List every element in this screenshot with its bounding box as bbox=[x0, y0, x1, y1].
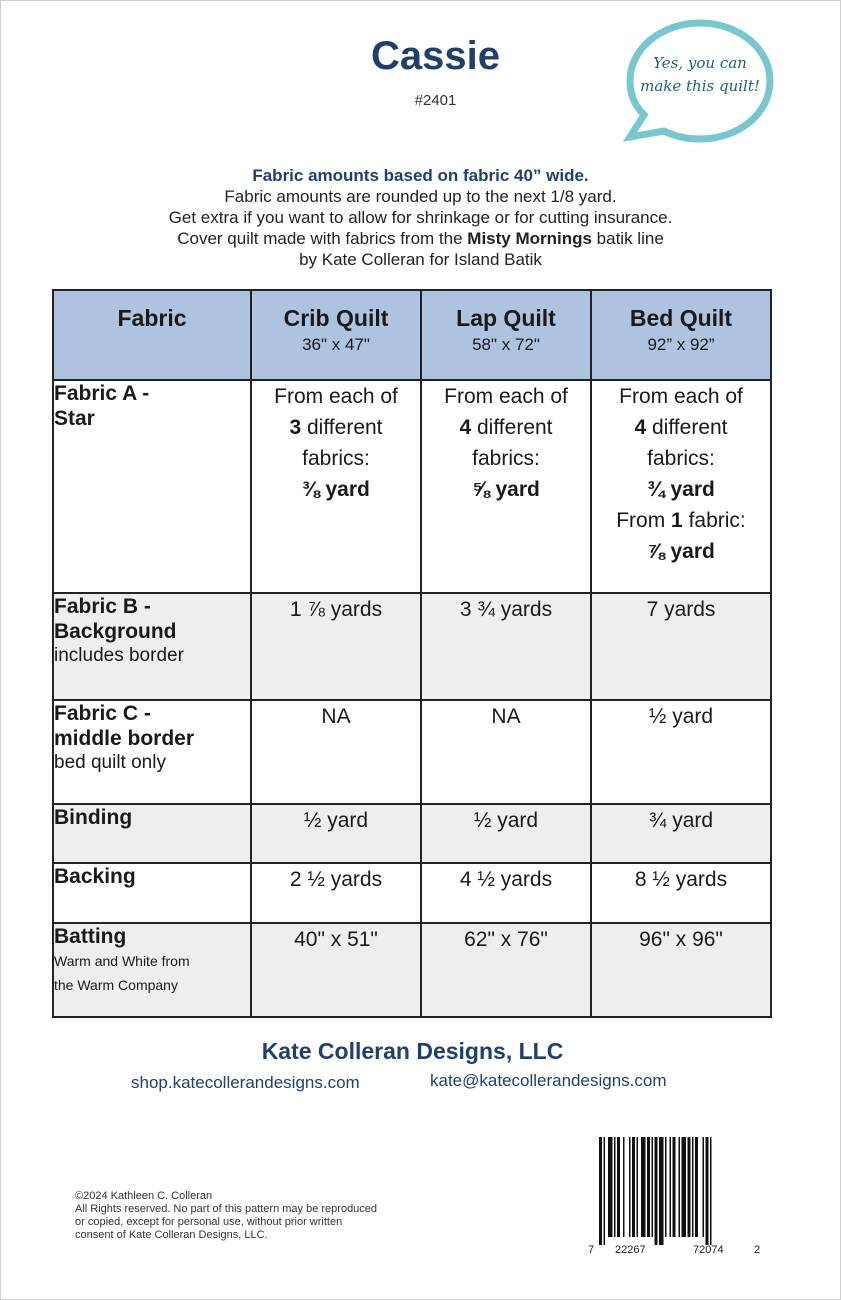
binding-crib: ½ yard bbox=[251, 804, 421, 863]
bed-from-amount: ⅞ yard bbox=[647, 540, 715, 564]
header-crib-size: 36" x 47" bbox=[302, 335, 370, 354]
header-lap-label: Lap Quilt bbox=[456, 305, 556, 331]
fabrics-text: fabrics: bbox=[472, 447, 540, 471]
from-each-text: From each of bbox=[444, 385, 568, 409]
company-name: Kate Colleran Designs, LLC bbox=[261, 1038, 564, 1064]
header-crib-label: Crib Quilt bbox=[283, 305, 389, 331]
header-bed-size: 92” x 92” bbox=[647, 335, 715, 354]
fabric-requirements-table bbox=[52, 289, 772, 1018]
barcode-digit-3: 72074 bbox=[693, 1244, 724, 1256]
from-each-text: From each of bbox=[619, 385, 743, 409]
fabric-b-bed: 7 yards bbox=[591, 593, 771, 699]
different-text: different bbox=[471, 416, 553, 440]
intro-line-1: Fabric amounts are rounded up to the next 1/8 yard. bbox=[224, 187, 617, 206]
intro-line-3-pre: Cover quilt made with fabrics from the bbox=[177, 229, 468, 248]
count-line bbox=[422, 412, 590, 443]
intro-line-4: by Kate Colleran for Island Batik bbox=[299, 250, 542, 269]
copyright-line-4: consent of Kate Colleran Designs, LLC. bbox=[75, 1229, 268, 1241]
fabrics-text: fabrics: bbox=[302, 447, 370, 471]
from-one-line bbox=[592, 505, 770, 536]
fabric-a-lap bbox=[421, 380, 591, 593]
batting-lap: 62" x 76" bbox=[421, 923, 591, 1017]
batting-note-1: Warm and White from bbox=[54, 952, 190, 969]
fabric-a-bed bbox=[591, 380, 771, 593]
barcode-digit-2: 22267 bbox=[615, 1244, 646, 1256]
fabric-line-name: Misty Mornings bbox=[467, 229, 592, 248]
barcode-icon bbox=[597, 1137, 762, 1247]
different-text: different bbox=[301, 416, 383, 440]
fabric-c-name: Fabric C - bbox=[54, 701, 151, 725]
from-count: 1 bbox=[671, 509, 683, 533]
fabric-b-name: Fabric B - bbox=[54, 595, 151, 619]
intro-line-3 bbox=[0, 228, 841, 249]
fabric-c-note: bed quilt only bbox=[54, 751, 166, 773]
lap-amount: ⅝ yard bbox=[472, 478, 540, 502]
header-bed bbox=[591, 290, 771, 380]
batting-name: Batting bbox=[54, 924, 127, 948]
table-row bbox=[53, 804, 771, 863]
backing-bed: 8 ½ yards bbox=[591, 863, 771, 923]
row-fabric-b-label bbox=[53, 593, 251, 699]
batting-bed: 96" x 96" bbox=[591, 923, 771, 1017]
bubble-line-1: Yes, you can bbox=[653, 54, 747, 72]
row-backing-label: Backing bbox=[53, 863, 251, 923]
intro-line-3-post: batik line bbox=[591, 229, 664, 248]
speech-bubble-text bbox=[628, 52, 772, 98]
count-line bbox=[252, 412, 420, 443]
table-row bbox=[53, 593, 771, 699]
fabric-b-name2: Background bbox=[54, 620, 177, 644]
email-link[interactable]: kate@katecollerandesigns.com bbox=[430, 1071, 667, 1090]
header-crib bbox=[251, 290, 421, 380]
fabric-b-lap: 3 ¾ yards bbox=[421, 593, 591, 699]
fabric-text: fabric: bbox=[682, 509, 746, 533]
fabric-c-crib: NA bbox=[251, 700, 421, 804]
table-row bbox=[53, 700, 771, 804]
crib-count: 3 bbox=[289, 416, 302, 440]
binding-lap: ½ yard bbox=[421, 804, 591, 863]
binding-bed: ¾ yard bbox=[591, 804, 771, 863]
pattern-title: Cassie bbox=[371, 34, 500, 78]
fabric-b-note: includes border bbox=[54, 645, 184, 667]
shop-link[interactable]: shop.katecollerandesigns.com bbox=[131, 1073, 360, 1092]
lap-count: 4 bbox=[459, 416, 472, 440]
fabric-a-name2: Star bbox=[54, 407, 95, 431]
bubble-line-2: make this quilt! bbox=[640, 77, 760, 95]
from-each-text: From each of bbox=[274, 385, 398, 409]
copyright-line-2: All Rights reserved. No part of this pattern may be reproduced bbox=[75, 1203, 378, 1215]
backing-crib: 2 ½ yards bbox=[251, 863, 421, 923]
different-text: different bbox=[646, 416, 728, 440]
barcode-digit-1: 7 bbox=[588, 1244, 595, 1256]
bed-count: 4 bbox=[634, 416, 647, 440]
fabric-c-bed: ½ yard bbox=[591, 700, 771, 804]
row-batting-label bbox=[53, 923, 251, 1017]
row-fabric-a-label bbox=[53, 380, 251, 593]
copyright-line-3: or copied, except for personal use, without prior written bbox=[75, 1216, 343, 1228]
backing-lap: 4 ½ yards bbox=[421, 863, 591, 923]
header-fabric-label: Fabric bbox=[117, 305, 187, 331]
batting-note-2: the Warm Company bbox=[54, 976, 178, 993]
intro-block bbox=[0, 165, 841, 270]
fabric-a-name: Fabric A - bbox=[54, 382, 150, 406]
fabric-a-crib bbox=[251, 380, 421, 593]
barcode-digit-4: 2 bbox=[754, 1244, 761, 1256]
header-lap bbox=[421, 290, 591, 380]
table-row bbox=[53, 380, 771, 593]
header-bed-label: Bed Quilt bbox=[629, 305, 733, 331]
header-lap-size: 58" x 72" bbox=[472, 335, 540, 354]
fabrics-text: fabrics: bbox=[647, 447, 715, 471]
pattern-number: #2401 bbox=[414, 92, 457, 109]
row-fabric-c-label bbox=[53, 700, 251, 804]
from-text: From bbox=[616, 509, 672, 533]
table-header-row bbox=[53, 290, 771, 380]
fabric-b-crib: 1 ⅞ yards bbox=[251, 593, 421, 699]
copyright-notice bbox=[75, 1190, 455, 1242]
batting-crib: 40" x 51" bbox=[251, 923, 421, 1017]
intro-line-2: Get extra if you want to allow for shrinkage or for cutting insurance. bbox=[168, 208, 673, 227]
count-line bbox=[592, 412, 770, 443]
row-binding-label: Binding bbox=[53, 804, 251, 863]
copyright-line-1: ©2024 Kathleen C. Colleran bbox=[75, 1190, 213, 1202]
table-row bbox=[53, 923, 771, 1017]
crib-amount: ⅜ yard bbox=[302, 478, 370, 502]
fabric-c-name2: middle border bbox=[54, 726, 195, 750]
bed-amount: ¾ yard bbox=[647, 478, 715, 502]
intro-headline: Fabric amounts based on fabric 40” wide. bbox=[252, 166, 589, 185]
header-fabric bbox=[53, 290, 251, 380]
fabric-c-lap: NA bbox=[421, 700, 591, 804]
table-row bbox=[53, 863, 771, 923]
